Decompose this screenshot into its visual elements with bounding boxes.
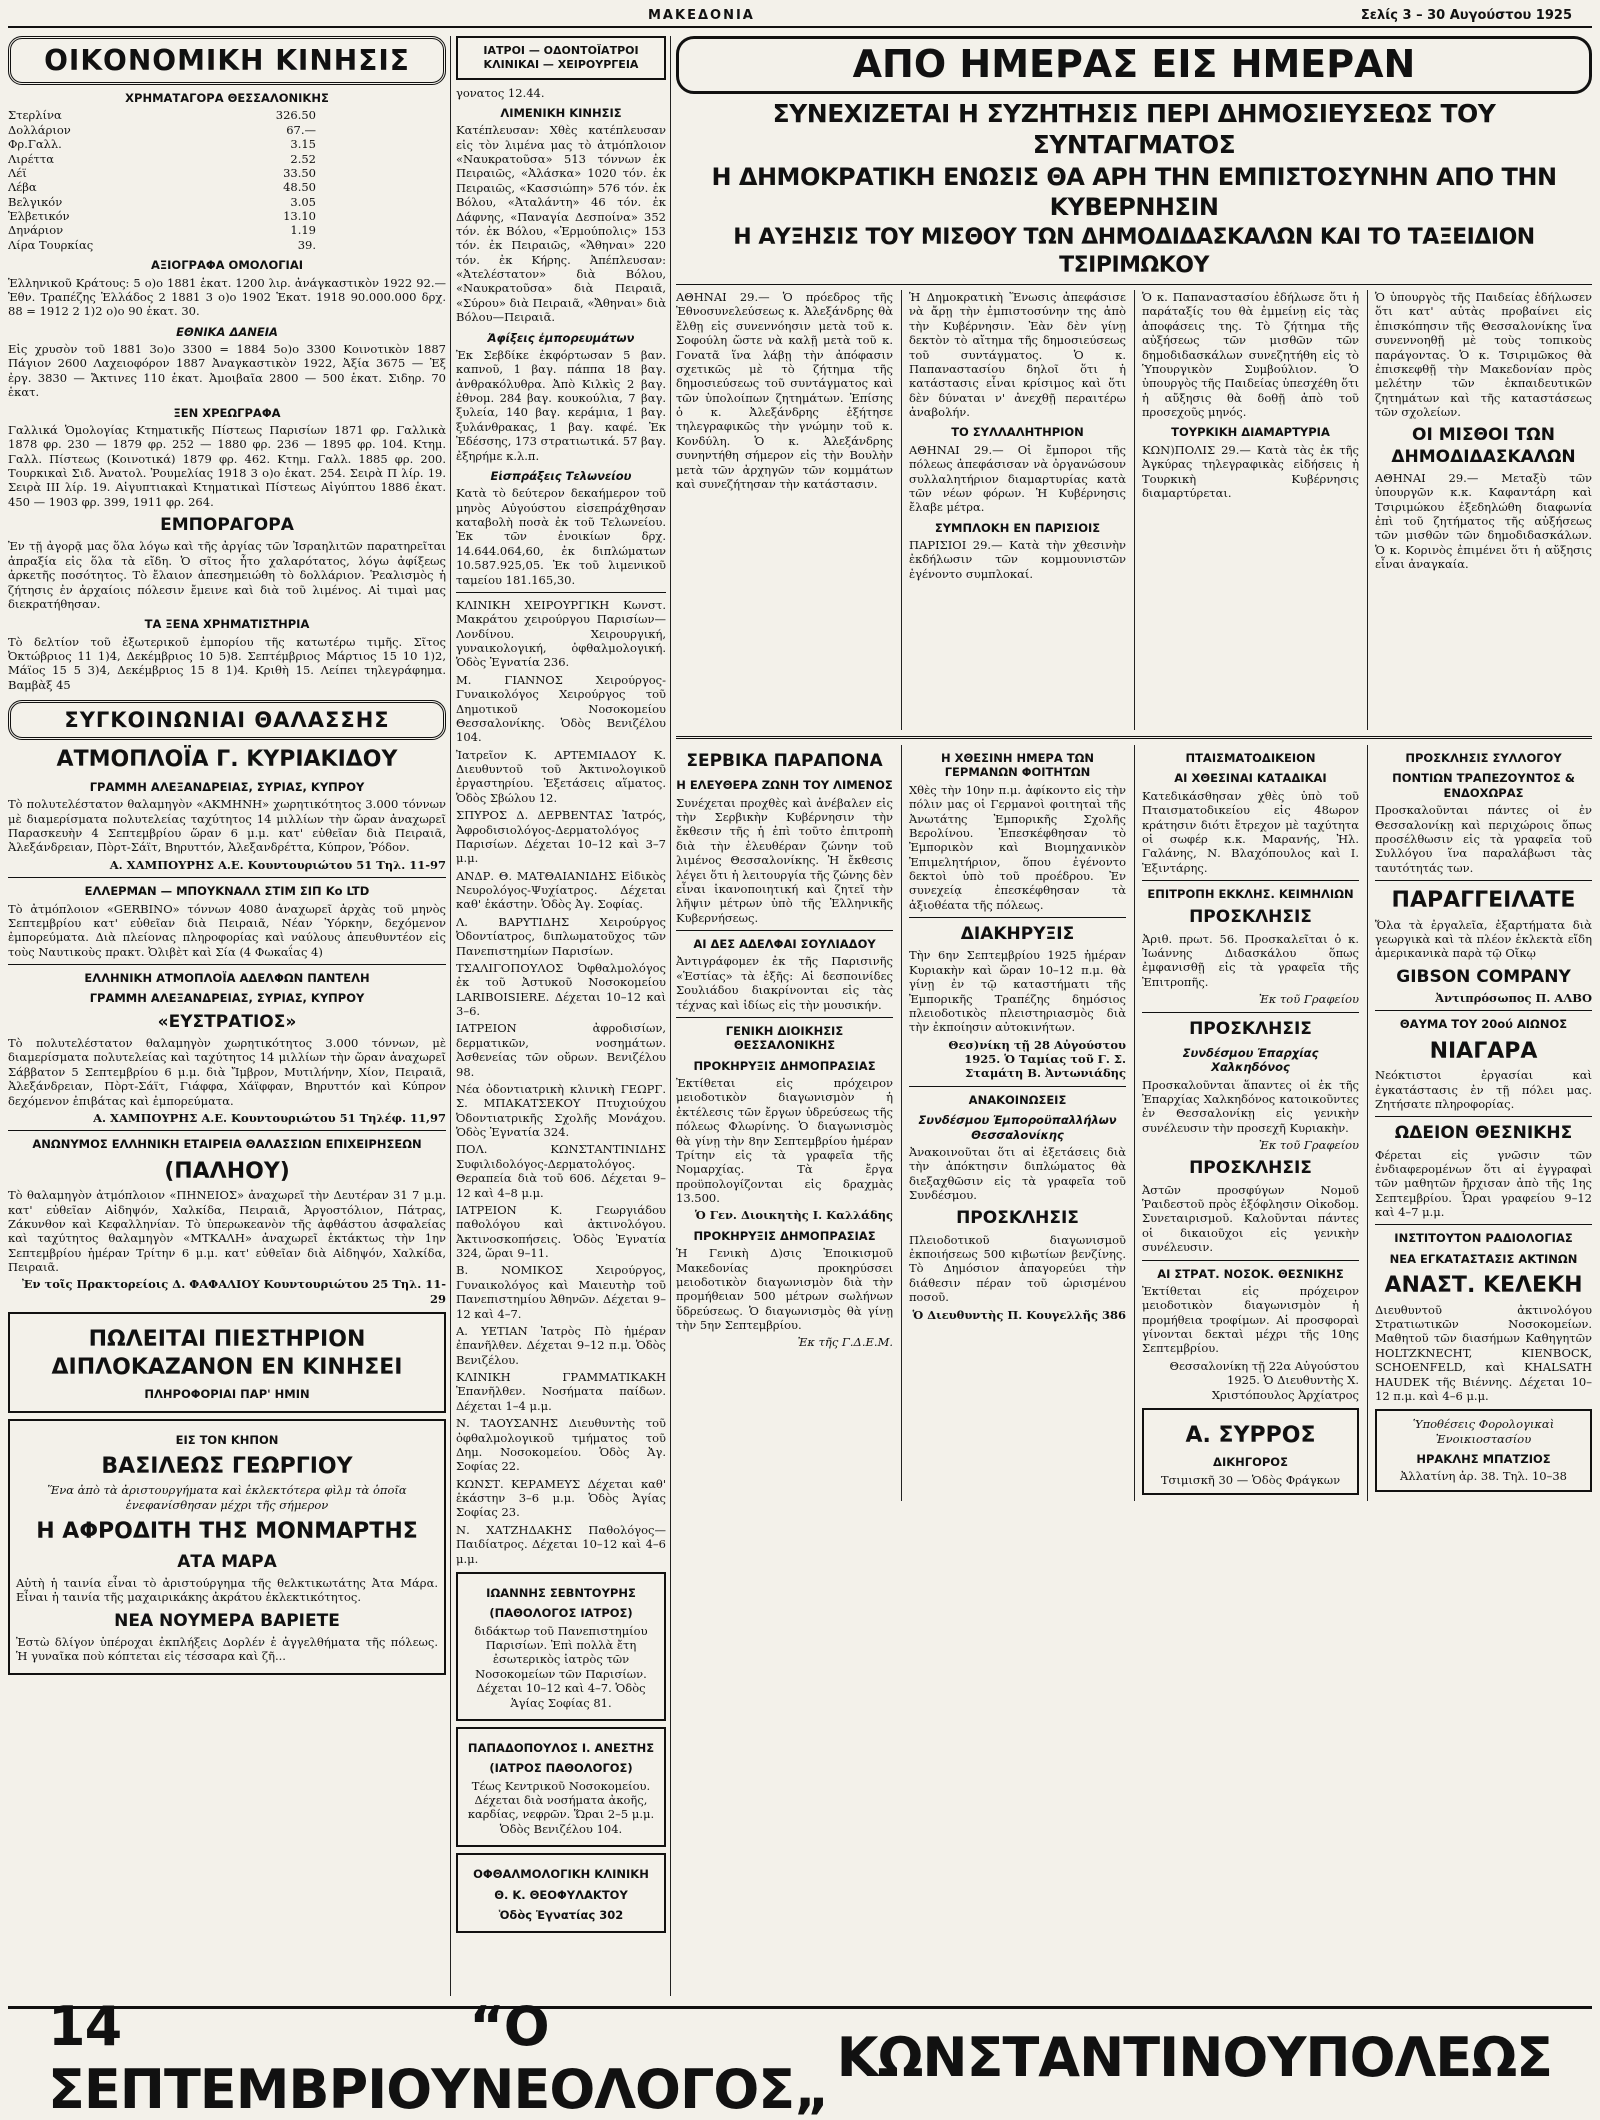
ad-papadopoulos <box>456 1727 666 1847</box>
eye-clinic-sub: Θ. Κ. ΘΕΟΦΥΛΑΚΤΟΥ <box>494 1887 628 1902</box>
serbian-sub: Η ΕΛΕΥΘΕΡΑ ΖΩΝΗ ΤΟΥ ΛΙΜΕΝΟΣ <box>676 778 893 793</box>
ad-ellerman-name: ΕΛΛΕΡΜΑΝ — ΜΠΟΥΚΝΑΛΛ ΣΤΙΜ ΣΙΠ Κο LTD <box>84 884 370 899</box>
radiology-sub: ΝΕΑ ΕΓΚΑΤΑΣΤΑΣΙΣ ΑΚΤΙΝΩΝ <box>1389 1251 1578 1266</box>
doctor-listing: Ν. ΤΑΟΥΣΑΝΗΣ Διευθυντὴς τοῦ ὀφθαλμολογικοῦ τμήματος τοῦ Δημ. Νοσοκομείου. Ὁδὸς Ἀγ. Σοφίας 22. <box>456 1416 666 1474</box>
doctor-listing: Ν. ΧΑΤΖΗΔΑΚΗΣ Παθολόγος—Παιδίατρος. Δέχεται 10–12 καὶ 4–6 μ.μ. <box>456 1522 666 1566</box>
doctor-listing: ΚΩΝΣΤ. ΚΕΡΑΜΕΥΣ Δέχεται καθ' ἑκάστην 3–6 μ.μ. Ὁδὸς Ἀγίας Σοφίας 23. <box>456 1476 666 1520</box>
bonds-text: Ἑλληνικοῦ Κράτους: 5 ο)ο 1881 ἑκατ. 1200 λιρ. ἀνάγκαστικὸν 1922 92.— Ἑθν. Τραπέζης Ἑλλάδος 2 1881 3 ο)ο 1902 Ἑκατ. 1918 90.000.000 δρχ. 88 = 1912 2 1)2 ο)ο 90 ἑκατ. 30. <box>8 275 446 319</box>
ad-eye-clinic <box>456 1853 666 1933</box>
doctor-listing: Β. ΝΟΜΙΚΟΣ Χειρούργος, Γυναικολόγος καὶ Μαιευτὴρ τοῦ Πανεπιστημίου Ἀθηνῶν. Δέχεται 9–12 καὶ 4–7. <box>456 1263 666 1321</box>
rate-name: Λιρέττα <box>8 151 55 166</box>
tax-address: Ἀλλατίνη ἀρ. 38. Τηλ. 10–38 <box>1399 1469 1567 1484</box>
doctor-listing: ΣΠΥΡΟΣ Δ. ΔΕΡΒΕΝΤΑΣ Ἰατρός, Ἀφροδισιολόγος-Δερματολόγος Παρισίων. Δέχεται 10–12 καὶ 3–7 μ.μ. <box>456 808 666 866</box>
doctor-listing: Μ. ΓΙΑΝΝΟΣ Χειρούργος-Γυναικολόγος Χειρούργος τοῦ Δημοτικοῦ Νοσοκομείου Θεσσαλονίκης. Ὁδὸς Βενιζέλου 104. <box>456 672 666 745</box>
rate-row <box>8 223 446 237</box>
ad-kyriakidou-sign: Α. ΧΑΜΠΟΥΡΗΣ Α.Ε. Κουντουριώτου 51 Τηλ. 11-97 <box>109 857 446 872</box>
ad-press-sale <box>8 1312 446 1412</box>
column-economy <box>8 36 446 1996</box>
serbian-text: Συνέχεται προχθὲς καὶ ἀνέβαλεν εἰς τὴν Σερβικὴν Κυβέρνησιν τὴν ἔκθεσιν τῆς ἡ ἐπὶ τοῦτο ἐπιτροπὴ διὰ τὴν ἐλευθέραν ζώνην τοῦ λιμένος Θεσσαλονίκης. Ἡ ἔκθεσις λέγει ὅτι ἡ λειτουργία τῆς ζώνης δὲν εἶναι ἱκανοποιητική καὶ ζητεῖ τὴν λῆψιν μέτρων ὑπὸ τῆς Ἑλληνικῆς Κυβερνήσεως. <box>676 795 893 925</box>
ad-tax <box>1375 1409 1592 1492</box>
tax-name: ΗΡΑΚΛΗΣ ΜΠΑΤΖΙΟΣ <box>1416 1452 1551 1466</box>
invitation-text: Πλειοδοτικοῦ διαγωνισμοῦ ἐκποιήσεως 500 κιβωτίων βενζίνης. Τὸ Δημόσιον ἀπαγορεύει τὴν διάθεσιν πέραν τοῦ ὡρισμένου ποσοῦ. <box>909 1232 1126 1305</box>
rate-row <box>8 123 446 137</box>
order-sign: Ἀντιπρόσωπος Π. ΑΛΒΟ <box>1435 990 1592 1005</box>
rate-value: 2.52 <box>290 151 316 166</box>
doctor-listing: ΚΛΙΝΙΚΗ ΓΡΑΜΜΑΤΙΚΑΚΗ Ἐπανῆλθεν. Νοσήματα παίδων. Δέχεται 1–4 μ.μ. <box>456 1370 666 1413</box>
chalkidon-heading: ΠΡΟΣΚΛΗΣΙΣ <box>1189 1018 1312 1039</box>
rate-value: 1.19 <box>290 223 316 238</box>
doctors-list <box>456 598 666 1566</box>
announce-sub: Συνδέσμου Ἐμποροϋπαλλήλων Θεσσαλονίκης <box>918 1113 1117 1142</box>
order-heading: ΠΑΡΑΓΓΕΙΛΑΤΕ <box>1391 888 1576 913</box>
rate-name: Λέβα <box>8 180 37 195</box>
gov-heading: ΓΕΝΙΚΗ ΔΙΟΙΚΗΣΙΣ ΘΕΣΣΑΛΟΝΙΚΗΣ <box>725 1023 844 1053</box>
ad-kyriakidou-text: Τὸ πολυτελέστατον θαλαμηγὸν «ΑΚΜΗΝΗ» χωρητικότητος 3.000 τόννων μὲ διαμερίσματα πολυτελείας ταχύτητος 14 μιλλίων τὴν ὥραν ἀναχωρεῖ Παρασκευὴν 4 Σεπτεμβρίου ὥραν 6 μ.μ. κατ' εὐθεῖαν διὰ Πειραιᾶ, Ἀλεξάνδρειαν, Πὸρτ-Σάϊτ, Βηρυττόν, Ἀλεξανδρέττα, Κύπρον, Ῥόδον. <box>8 797 446 855</box>
ad-ellerman-text: Τὸ ἀτμόπλοιον «GERBINO» τόννων 4080 ἀναχωρεῖ ἀρχὰς τοῦ μηνὸς Σεπτεμβρίου κατ' εὐθεῖαν διὰ Πειραιᾶ, Νέαν Ὑόρκην, δεχόμενον ἐμπορεύματα. Διὰ πλείονας πληροφορίας καὶ ναύλους ἀπευθυντέον εἰς τοὺς Ναυτικοὺς πρακτ. Ὀλιβὲτ καὶ Σία (4 Φωκαΐας 4) <box>8 901 446 959</box>
commodities-heading: ΕΜΠΟΡΑΓΟΡΑ <box>160 515 294 536</box>
port-text: Κατέπλευσαν: Χθὲς κατέπλευσαν εἰς τὸν λιμένα μας τὸ ἀτμόπλοιον «Ναυκρατοῦσα» 513 τόννων ἐκ Πειραιῶς, «Ἀλάσκα» 1020 τόν. ἐκ Πειραιῶς, «Κασσιώπη» 576 τόν. ἐκ Βόλου, «Ἀταλάντη» 46 τόν. ἐκ Δάφνης, «Παναγία Δεσποίνα» 352 τόν. ἐκ Βόλου, «Ἐρμούπολις» 153 τόν. ἐκ Πειραιῶς, «Ἄθηναι» 220 τόν. ἐκ Κήρης. Ἀπέπλευσαν: «Ἀτελέστατον» διὰ Βόλου, «Ναυκρατοῦσα» διὰ Πειραιᾶ, «Σύρου» διὰ Πειραιᾶ, «Ἄθηναι» διὰ Βόλου—Πειραιᾶ. <box>456 123 666 325</box>
goods-heading: Ἀφίξεις ἐμπορευμάτων <box>487 330 635 345</box>
paris-heading: ΣΥΜΠΛΟΚΗ ΕΝ ΠΑΡΙΣΙΟΙΣ <box>934 520 1101 535</box>
syrros-sub: ΔΙΚΗΓΟΡΟΣ <box>1213 1455 1288 1470</box>
film-title: Η ΑΦΡΟΔΙΤΗ ΤΗΣ ΜΟΝΜΑΡΤΗΣ <box>36 1519 418 1545</box>
turkish-text: ΚΩΝ)ΠΟΛΙΣ 29.— Κατὰ τὰς ἐκ τῆς Ἀγκύρας τηλεγραφικὰς εἰδήσεις ἡ Τουρκικὴ Κυβέρνησις διαμαρτύρεται. <box>1142 442 1359 500</box>
news-top-row <box>676 290 1592 730</box>
column-doctors <box>456 36 666 1996</box>
raidestos-text: Ἀστῶν προσφύγων Νομοῦ Ῥαιδεστοῦ πρὸς ἐξόφλησιν Οἰκοδομ. Συνεταιρισμοῦ. Καλοῦνται πάντες οἱ δικαιοῦχοι εἰς γενικὴν συνέλευσιν. <box>1142 1182 1359 1255</box>
wonder-text: Νεόκτιστοι ἐργασίαι καὶ ἐγκατάστασις ἐν τῇ πόλει μας. Ζητήσατε πληροφορίας. <box>1375 1068 1592 1111</box>
newspaper-page <box>8 6 1592 2120</box>
invitation-sign: Ὁ Διευθυντὴς Π. Κουγελλῆς 386 <box>912 1307 1126 1322</box>
doctor-listing: Νέα ὀδοντιατρικὴ κλινικὴ ΓΕΩΡΓ. Σ. ΜΠΑΚΑΤΣΕΚΟΥ Πτυχιούχου Ὀδοντιατρικῆς Σχολῆς Μονάχου. Ὁδὸς Ἐγνατία 324. <box>456 1081 666 1139</box>
turkish-heading: ΤΟΥΡΚΙΚΗ ΔΙΑΜΑΡΤΥΡΙΑ <box>1171 425 1330 440</box>
hospital-heading: ΑΙ ΣΤΡΑΤ. ΝΟΣΟΚ. ΘΕΣΝΙΚΗΣ <box>1157 1266 1344 1281</box>
rate-row <box>8 137 446 151</box>
radiology-name: ΑΝΑΣΤ. ΚΕΛΕΚΗ <box>1384 1273 1583 1299</box>
chalkidon-sub: Συνδέσμου Ἐπαρχίας Χαλκηδόνος <box>1182 1045 1319 1075</box>
page-header <box>8 6 1592 28</box>
order-company: GIBSON COMPANY <box>1396 966 1571 987</box>
wonder-heading: ΘΑΥΜΑ ΤΟΥ 20ού ΑΙΩΝΟΣ <box>1399 1017 1568 1032</box>
hospital-sign: Θεσσαλονίκη τῇ 22α Αὐγούστου 1925. Ὁ Διευθυντὴς Χ. Χριστόπουλος Ἀρχίατρος <box>1169 1358 1359 1402</box>
rally-text: ΑΘΗΝΑΙ 29.— Οἱ ἔμποροι τῆς πόλεως ἀπεφάσισαν νὰ ὀργανώσουν συλλαλητήριον διαμαρτυρίας κατὰ τῶν νέων φόρων. Ἡ Κυβέρνησις ἔλαβε μέτρα. <box>909 442 1126 515</box>
rate-name: Λίρα Τουρκίας <box>8 237 94 252</box>
students-heading: Η ΧΘΕΣΙΝΗ ΗΜΕΡΑ ΤΩΝ ΓΕΡΜΑΝΩΝ ΦΟΙΤΗΤΩΝ <box>940 751 1094 780</box>
column-rule <box>670 36 671 1996</box>
committee-text: Ἀριθ. πρωτ. 56. Προσκαλεῖται ὁ κ. Ἰωάννης Διδασκάλου ὅπως ἐμφανισθῇ εἰς τὰ γραφεῖα τῆς Ἐπιτροπῆς. <box>1142 931 1359 989</box>
eye-clinic-name: ΟΦΘΑΛΜΟΛΟΓΙΚΗ ΚΛΙΝΙΚΗ <box>473 1867 649 1882</box>
odeon-text: Φέρεται εἰς γνῶσιν τῶν ἐνδιαφερομένων ὅτι αἱ ἐγγραφαὶ τῶν μαθητῶν ἤρχισαν ἀπὸ τῆς 1ης Σεπτεμβρίου. Ὧραι γραφείου 9–12 καὶ 4–7 μ.μ. <box>1375 1147 1592 1219</box>
court-text: Κατεδικάσθησαν χθὲς ὑπὸ τοῦ Πταισματοδικείου εἰς 48ωρον κράτησιν διότι ἔτρεχον μὲ ταχύτητα οἱ σωφέρ κ.κ. Μαρανής, Ἠλ. Γαλάνης, Ν. Βλαχόπουλος καὶ Ι. Ἐξιντάρης. <box>1142 788 1359 875</box>
declaration-sign: Θεσ)νίκη τῇ 28 Αὐγούστου 1925. Ὁ Ταμίας τοῦ Γ. Σ. Σταμάτη Β. Ἀντωνιάδης <box>948 1037 1126 1081</box>
rate-value: 33.50 <box>283 165 316 180</box>
ad-kyriakidou-line: ΓΡΑΜΜΗ ΑΛΕΞΑΝΔΡΕΙΑΣ, ΣΥΡΙΑΣ, ΚΥΠΡΟΥ <box>89 779 365 794</box>
association-sub: ΠΟΝΤΙΩΝ ΤΡΑΠΕΖΟΥΝΤΟΣ & ΕΝΔΟΧΩΡΑΣ <box>1392 771 1575 800</box>
rate-row <box>8 180 446 194</box>
syrros-name: Α. ΣΥΡΡΟΣ <box>1185 1422 1316 1448</box>
ad-kyriakidou-name: ΑΤΜΟΠΛΟΪΑ Γ. ΚΥΡΙΑΚΙΔΟΥ <box>56 747 398 773</box>
ad-panteli-name: ΕΛΛΗΝΙΚΗ ΑΤΜΟΠΛΟΪΑ ΑΔΕΛΦΩΝ ΠΑΝΤΕΛΗ <box>84 971 370 985</box>
raidestos-heading: ΠΡΟΣΚΛΗΣΙΣ <box>1189 1158 1312 1179</box>
customs-heading: Εἰσπράξεις Τελωνείου <box>490 468 632 483</box>
rate-name: Φρ.Γαλλ. <box>8 137 62 152</box>
announce-heading: ΑΝΑΚΟΙΝΩΣΕΙΣ <box>968 1092 1067 1107</box>
lead-article-1: ΑΘΗΝΑΙ 29.— Ὁ πρόεδρος τῆς Ἐθνοσυνελεύσεως κ. Ἀλεξάνδρης θὰ ἔλθῃ εἰς συνεννόησιν μετὰ τοῦ κ. Σοφούλη ὥστε νὰ καλῇ μετὰ τοῦ κ. Γονατᾶ ἵνα λάβῃ τὴν ἀπόφασιν σχετικῶς μὲ τὸ ζήτημα τῆς δημοσιεύσεως τοῦ συντάγματος καὶ τῶν ὑπολοίπων ζητημάτων. Ἐπίσης ὁ κ. Ἀλεξάνδρης ἐξήτησε τηλεγραφικῶς τὴν γνώμην τοῦ κ. Κονδύλη. Ὁ κ. Ἀλεξάνδρης συνηντήθη σήμερον εἰς τὴν Βουλὴν μετὰ τῶν ἀρχηγῶν τῶν κομμάτων καὶ συνεζήτησαν τὴν κατάστασιν. <box>676 290 893 491</box>
doctor-listing: Α. ΥΕΤΙΑΝ Ἰατρὸς Πὸ ἡμέραν ἐπανῆλθεν. Δέχεται 9–12 π.μ. Ὁδὸς Βενιζέλου. <box>456 1323 666 1367</box>
gov-text: Ἐκτίθεται εἰς πρόχειρον μειοδοτικὸν διαγωνισμὸν ἡ ἐκτέλεσις τῶν ἔργων ὑδρεύσεως τῆς πόλεως Φλωρίνης. Ὁ διαγωνισμὸς θὰ γίνῃ τὴν 8ην Σεπτεμβρίου ἡμέραν Τρίτην εἰς τὰ γραφεῖα τῆς Νομαρχίας. Τὰ ἔργα προϋπολογίζονται εἰς δραχμὰς 13.500. <box>676 1076 893 1205</box>
foreign-securities-text: Γαλλικά Ὁμολογίας Κτηματικῆς Πίστεως Παρισίων 1871 φρ. Γαλλικὰ 1878 φρ. 230 — 1879 φρ. 252 — 1880 φρ. 236 — 1895 φρ. 104. Κτημ. Γαλλ. Πίστεως (Κοινοτικά) 1879 φρ. 462. Κτημ. Γαλλ. 1885 φρ. 200. Τουρκικαὶ Σιδ. Ἀνατολ. Ῥουμελίας 1918 3 ο)ο ἑκατ. 254. Σειρὰ Π λίρ. 19. Σειρὰ ΙΙΙ λίρ. 19. Αἰγυπτιακαὶ Κτηματικαὶ Πίστεως Αἰγύπτου 1886 ἑκατ. 450 — 1903 φρ. 399, 1911 φρ. 264. <box>8 422 446 509</box>
wonder-name: ΝΙΑΓΑΡΑ <box>1429 1038 1538 1064</box>
papadopoulos-name: ΠΑΠΑΔΟΠΟΥΛΟΣ Ι. ΑΝΕΣΤΗΣ <box>467 1740 655 1755</box>
section-title: ΟΙΚΟΝΟΜΙΚΗ ΚΙΝΗΣΙΣ <box>8 36 446 85</box>
ad-panteli-text: Τὸ πολυτελέστατον θαλαμηγὸν χωρητικότητος 3.000 τόννων, μὲ διαμερίσματα πολυτελείας καὶ ταχύτητος 14 μιλλίων τὴν ὥραν ἀναχωρεῖ Σάββατον 5 Σεπτεμβρίου 6 μ.μ. διὰ Ἴμβρον, Μυτιλήνην, Χίον, Πειραιᾶ, Ἀλεξάνδρειαν, Πὸρτ-Σάϊτ, Γιάφφα, Χάϊφφαν, Βηρυττόν καὶ Κύπρον δεχόμενον ἐπιβάτας καὶ ἐμπορεύματα. <box>8 1036 446 1108</box>
commodities-text: Ἐν τῇ ἀγορᾷ μας ὅλα λόγω καὶ τῆς ἀργίας τῶν Ἰσραηλιτῶν παρατηρεῖται ἀπραξία εἰς ὅλα τὰ εἴδη. Ὁ σῖτος ἦτο χαλαρότατος, λόγω ἀφίξεως ἀρκετῆς ποσότητος. Τὸ ἔλαιον ἀπεσημειώθη τὸ δολλάριον. Ῥεαλισμὸς ἡ ζήτησις ἐν ἀρχαίοις πόλεσιν ἔμεινε καὶ διὰ τοῦ λιμένος. Αἰ τιμαὶ μας διεκρατήθησαν. <box>8 539 446 611</box>
association-heading: ΠΡΟΣΚΛΗΣΙΣ ΣΥΛΛΟΓΟΥ <box>1405 751 1562 765</box>
gov2-text: Ἡ Γενικὴ Δ)σις Ἐποικισμοῦ Μακεδονίας προκηρύσσει μειοδοτικὸν διαγωνισμὸν διὰ τὴν προμήθειαν 500 μέτρων σωλήνων ὕδρεύσεως. Ὁ διαγωνισμὸς θὰ γίνῃ τὴν 5ην Σεπτεμβρίου. <box>676 1246 893 1332</box>
papadopoulos-text: Τέως Κεντρικοῦ Νοσοκομείου. Δέχεται διὰ νοσήματα ἀκοῆς, καρδίας, νεφρῶν. Ὥραι 2–5 μ.μ. Ὁδὸς Βενιζέλου 104. <box>467 1778 655 1836</box>
lead-article-3: Ὁ κ. Παπαναστασίου ἐδήλωσε ὅτι ἡ παράταξίς του θὰ ἐμμείνῃ εἰς τὰς ἀποφάσεις της. Τὸ ζήτημα τῆς αὐξήσεως τῶν μισθῶν τῶν δημοδιδασκάλων συνεζητήθη εἰς τὸ Ὑπουργικὸν Συμβούλιον. Ὁ ὑπουργὸς τῆς Παιδείας ὑπεσχέθη ὅτι ἡ αὔξησις θὰ δοθῇ ἀπὸ τοῦ προσεχοῦς μηνός. <box>1142 290 1359 419</box>
sisters-heading: ΑΙ ΔΕΣ ΑΔΕΛΦΑΙ ΣΟΥΛΙΑΔΟΥ <box>693 937 876 951</box>
ad-paliou-sub: (ΠΑΛΗΟΥ) <box>164 1158 290 1184</box>
rate-name: Δολλάριον <box>8 122 71 137</box>
ad-paliou-name: ΑΝΩΝΥΜΟΣ ΕΛΛΗΝΙΚΗ ΕΤΑΙΡΕΙΑ ΘΑΛΑΣΣΙΩΝ ΕΠΙΧΕΙΡΗΣΕΩΝ <box>32 1137 422 1152</box>
rate-value: 3.05 <box>290 194 316 209</box>
committee-sign: Ἐκ τοῦ Γραφείου <box>1258 992 1359 1007</box>
footer-date: 14 ΣΕΠΤΕΜΒΡΙΟΥ <box>48 1994 470 2120</box>
col2-intro: γονατος 12.44. <box>456 85 545 100</box>
rate-row <box>8 238 446 252</box>
headline-democratic-union: Η ΔΗΜΟΚΡΑΤΙΚΗ ΕΝΩΣΙΣ ΘΑ ΑΡΗ ΤΗΝ ΕΜΠΙΣΤΟΣΥΝΗΝ ΑΠΟ ΤΗΝ ΚΥΒΕΡΝΗΣΙΝ <box>711 163 1557 221</box>
ad-paliou-sign: Ἐν τοῖς Πρακτορείοις Δ. ΦΑΦΑΛΙΟΥ Κουντουριώτου 25 Τηλ. 11-29 <box>21 1277 446 1306</box>
page-date: Σελίς 3 – 30 Αυγούστου 1925 <box>1360 8 1572 23</box>
doctor-listing: ΠΟΛ. ΚΩΝΣΤΑΝΤΙΝΙΔΗΣ Συφιλιδολόγος-Δερματολόγος. Θεραπεία διὰ τοῦ 606. Δέχεται 9–12 καὶ 4–8 μ.μ. <box>456 1142 666 1200</box>
lead-article-2: Ἡ Δημοκρατικὴ Ἕνωσις ἀπεφάσισε νὰ ἄρῃ τὴν ἐμπιστοσύνην της ἀπὸ τὴν Κυβέρνησιν. Ἐὰν δὲν γίνῃ δεκτὸν τὸ αἴτημα τῆς δημοσιεύσεως τοῦ συντάγματος. Ὁ κ. Παπαναστασίου δηλοῖ ὅτι ἡ κατάστασις εἶναι κρίσιμος καὶ ὅτι δὲν δύναται ν' ἀνεχθῇ περαιτέρω ἀναβολήν. <box>909 290 1126 419</box>
salaries-text: ΑΘΗΝΑΙ 29.— Μεταξὺ τῶν ὑπουργῶν κ.κ. Καφαντάρη καὶ Τσιριμώκου ἐξεδηλώθη διαφωνία ἐπὶ τοῦ ζητήματος τῆς αὐξήσεως τῶν μισθῶν τῶν δημοδιδασκάλων. Ὁ κ. Κορινὸς ἐπιμένει ὅτι ἡ αὔξησις εἶναι ἀναγκαία. <box>1375 470 1592 572</box>
doctor-listing: ΙΑΤΡΕΙΟΝ ἀφροδισίων, δερματικῶν, νοσημάτων. Ἀσθενείας τῶν οὔρων. Βενιζέλου 98. <box>456 1021 666 1079</box>
rate-name: Δηνάριον <box>8 223 64 238</box>
foreign-exchanges-text: Τὸ δελτίον τοῦ ἐξωτερικοῦ ἐμπορίου τῆς κατωτέρω τιμῆς. Σῖτος Ὀκτώβριος 11 1)4, Δεκέμβριος 10 5)8. Σεπτέμβριος Μάρτιος 15 10 1)2, Μάϊος 15 5 3)4, Δεκέμβριος 15 8 1)4. Κριθὴ 15. Λείπει τηλεγράφημα. Βαμβὰξ 45 <box>8 634 446 692</box>
ad-sevntouris <box>456 1572 666 1721</box>
rate-value: 39. <box>297 237 316 252</box>
radiology-heading: ΙΝΣΤΙΤΟΥΤΟΝ ΡΑΔΙΟΛΟΓΙΑΣ <box>1394 1231 1573 1246</box>
sisters-text: Ἀντιγράφομεν ἐκ τῆς Παρισινῆς «Ἑστίας» τὰ ἑξῆς: Αἱ δεσποινίδες Σουλιάδου διακρίνονται εἰς τὰς τέχνας καὶ ἰδίως εἰς τὴν μουσικήν. <box>676 954 893 1012</box>
doctor-listing: Ἰατρεῖον Κ. ΑΡΤΕΜΙΑΔΟΥ Κ. Διευθυντοῦ τοῦ Ἀκτινολογικοῦ ἐργαστηρίου. Ἐξετάσεις αἵματος. Ὁδὸς Σβώλου 12. <box>456 747 666 805</box>
court-heading: ΠΤΑΙΣΜΑΤΟΔΙΚΕΙΟΝ <box>1185 751 1316 765</box>
masthead: ΜΑΚΕΔΟΝΙΑ <box>648 8 755 23</box>
variety-text: Ἐστὼ δλίγον ὑπέροχαι ἐκπλήξεις Δορλέν ἐ ἀγγελθήματα τῆς πόλεως. Ἡ γυναῖκα ποὺ κόπτεται εἰς τέσσαρα καὶ ζῆ... <box>16 1634 438 1664</box>
doctor-listing: ΤΣΑΛΙΓΟΠΟΥΛΟΣ Ὀφθαλμολόγος ἐκ τοῦ Ἀστυκοῦ Νοσοκομείου LARIBOISIERE. Δέχεται 10–12 καὶ 3–6. <box>456 960 666 1018</box>
ad-press-info: ΠΛΗΡΟΦΟΡΙΑΙ ΠΑΡ' ΗΜΙΝ <box>144 1387 310 1402</box>
odeon-heading: ΩΔΕΙΟΝ ΘΕΣΝΙΚΗΣ <box>1394 1123 1573 1144</box>
ad-panteli-sign: Α. ΧΑΜΠΟΥΡΗΣ Α.Ε. Κουντουριώτου 51 Τηλέφ. 11,97 <box>93 1110 446 1125</box>
ad-paliou-text: Τὸ θαλαμηγὸν ἀτμόπλοιον «ΠΗΝΕΙΟΣ» ἀναχωρεῖ τὴν Δευτέραν 31 7 μ.μ. κατ' εὐθεῖαν Αἰδηψόν, Χαλκίδα, Πειραιᾶ, Ἀργοστόλιον, Πάτρας, Ζάκυνθον καὶ Κεφαλληνίαν. Τὸ ὑπερωκεανὸν τῆς ἀφθάστου ἀσφαλείας καὶ ταχύτητος θαλαμηγὸν «ΜΤΚΑΛΗ» ἀναχωρεῖ ἑκτάκτως τὴν 1ην Σεπτεμβρίου ἡμέραν Τρίτην 6 μ.μ. κατ' εὐθεῖαν διὰ Αἰδηψόν, Χαλκίδα, Πειραιᾶ. <box>8 1188 446 1274</box>
gov-sub: ΠΡΟΚΗΡΥΞΙΣ ΔΗΜΟΠΡΑΣΙΑΣ <box>693 1058 876 1073</box>
market-heading: ΧΡΗΜΑΤΑΓΟΡΑ ΘΕΣΣΑΛΟΝΙΚΗΣ <box>125 91 329 105</box>
cinema-name: ΒΑΣΙΛΕΩΣ ΓΕΩΡΓΙΟΥ <box>101 1453 353 1479</box>
port-heading: ΛΙΜΕΝΙΚΗ ΚΙΝΗΣΙΣ <box>500 105 622 120</box>
rate-value: 67.— <box>286 122 316 137</box>
students-text: Χθὲς τὴν 10ην π.μ. ἀφίκοντο εἰς τὴν πόλιν μας οἱ Γερμανοὶ φοιτηταὶ τῆς Ἀνωτάτης Ἐμπορικῆς Σχολῆς Βερολίνου. Ἐπεσκέφθησαν τὸ Ἐμπορικὸν καὶ Βιομηχανικὸν Ἐπιμελητήριον, ὅπου ἐγένοντο δεκτοὶ ὑπὸ τοῦ προέδρου. Ἐν συνεχείᾳ ἐπεσκέφθησαν τὰ ἀξιοθέατα τῆς πόλεως. <box>909 782 1126 912</box>
gov2-sign: Ἐκ τῆς Γ.Δ.Ε.Μ. <box>797 1335 893 1350</box>
film-star: ΑΤΑ ΜΑΡΑ <box>177 1551 277 1572</box>
customs-text: Κατὰ τὸ δεύτερον δεκαήμερον τοῦ μηνὸς Αὐγούστου εἰσεπράχθησαν καταβολὴ ποσὰ ἐκ τοῦ Τελωνείου. Ἐκ τῶν ἐνοικίων δρχ. 14.644.064,60, ἐκ διπλώματων 10.587.925,05. Ἐκ τοῦ λιμενικοῦ ταμείου 181.165,30. <box>456 486 666 587</box>
doctor-listing: ΙΑΤΡΕΙΟΝ Κ. Γεωργιάδου παθολόγου καὶ ἀκτινολόγου. Ἀκτινοσκοπήσεις. Ὁδὸς Ἐγνατία 324, ὥραι 9–11. <box>456 1202 666 1260</box>
gov-sign: Ὁ Γεν. Διοικητὴς Ι. Καλλάδης <box>695 1208 893 1223</box>
loans-text: Εἰς χρυσὸν τοῦ 1881 3ο)ο 3300 = 1884 5ο)ο 3300 Κοινοτικὸν 1887 Πάγιον 2600 Λαχειοφόρον 1887 Ἀναγκαστικὸν 1922, Ἀξία 3675 — Ἐξ ἐργ. 3830 — Ἄκτινες 110 ἑκατ. Ἀμοιβαῖα 2800 — 500 ἑκατ. Σιδηρ. 70 ἑκατ. <box>8 342 446 400</box>
loans-heading: ΕΘΝΙΚΑ ΔΑΝΕΙΑ <box>176 324 278 339</box>
cinema-line: Ἕνα ἀπὸ τὰ ἀριστουργήματα καὶ ἑκλεκτότερα φὶλμ τὰ ὁποῖα ἐνεφανίσθησαν μέχρι τῆς σήμερον <box>47 1483 407 1512</box>
rate-row <box>8 166 446 180</box>
ad-press-headline: ΠΩΛΕΙΤΑΙ ΠΙΕΣΤΗΡΙΟΝ ΔΙΠΛΟΚΑΖΑΝΟΝ ΕΝ ΚΙΝΗΣΕΙ <box>51 1327 403 1380</box>
chalkidon-text: Προσκαλοῦνται ἅπαντες οἱ ἐκ τῆς Ἐπαρχίας Χαλκηδόνος κατοικοῦντες ἐν Θεσσαλονίκῃ εἰς γενικὴν συνέλευσιν τὴν προσεχῆ Κυριακὴν. <box>1142 1077 1359 1135</box>
rate-name: Βελγικόν <box>8 194 63 209</box>
rate-name: Στερλίνα <box>8 108 62 123</box>
rate-value: 3.15 <box>290 137 316 152</box>
serbian-heading: ΣΕΡΒΙΚΑ ΠΑΡΑΠΟΝΑ <box>686 751 883 771</box>
invitation-heading: ΠΡΟΣΚΛΗΣΙΣ <box>956 1208 1079 1229</box>
ad-syrros <box>1142 1408 1359 1495</box>
headline-constitution: ΣΥΝΕΧΙΖΕΤΑΙ Η ΣΥΖΗΤΗΣΙΣ ΠΕΡΙ ΔΗΜΟΣΙΕΥΣΕΩΣ ΤΟΥ ΣΥΝΤΑΓΜΑΤΟΣ <box>772 98 1496 159</box>
doctor-listing: Λ. ΒΑΡΥΤΙΔΗΣ Χειρούργος Ὀδοντίατρος, διπλωματοῦχος τῶν Πανεπιστημίων Παρισίων. <box>456 914 666 958</box>
goods-text: Ἐκ Σεβδίκε ἐκφόρτωσαν 5 βαν. καπνοῦ, 1 βαγ. πάππα 18 βαγ. ἀνθρακόλυθρα. Ἀπὸ Κιλκὶς 2 βαγ. ἐθνομ. 284 βαγ. κουκούλια, 7 βαγ. ξυλεία, 140 βαγ. κεράμια, 1 βαγ. ξυλάνθρακας, 1 βαγ. καφέ. Ἐκ Ἐδέσσης, 173 στρατιωτικά. 57 βαγ. ἐξηρήμε κ.λ.π. <box>456 347 666 463</box>
announce-text: Ἀνακοινοῦται ὅτι αἱ ἐξετάσεις διὰ τὴν ἀπόκτησιν διπλώματος θὰ διεξαχθῶσιν εἰς τὰ γραφεῖα τοῦ Συνδέσμου. <box>909 1144 1126 1202</box>
rate-row <box>8 108 446 122</box>
news-title: ΑΠΟ ΗΜΕΡΑΣ ΕΙΣ ΗΜΕΡΑΝ <box>676 36 1592 94</box>
news-bottom-row <box>676 745 1592 1501</box>
film-text: Αὐτὴ ἡ ταινία εἶναι τὸ ἀριστούργημα τῆς θελκτικωτάτης Ἀτα Μάρα. Εἶναι ἡ ταινία τῆς μαχαιρικάκης ἀκράτου ἑκλεκτικότητος. <box>16 1575 438 1605</box>
exchange-rates <box>8 108 446 252</box>
rate-row <box>8 209 446 223</box>
court-sub: ΑΙ ΧΘΕΣΙΝΑΙ ΚΑΤΑΔΙΚΑΙ <box>1174 771 1327 786</box>
order-text: Ὅλα τὰ ἐργαλεῖα, ἐξαρτήματα διὰ γεωργικὰ καὶ τὰ πλέον ἐκλεκτὰ εἴδη ἀμερικανικὰ παρὰ τῷ Οἴκῳ <box>1375 917 1592 961</box>
doctors-heading: ΙΑΤΡΟΙ — ΟΔΟΝΤΟΪΑΤΡΟΙ ΚΛΙΝΙΚΑΙ — ΧΕΙΡΟΥΡΓΕΙΑ <box>456 36 666 80</box>
sevntouris-name: ΙΩΑΝΝΗΣ ΣΕΒΝΤΟΥΡΗΣ <box>486 1585 636 1600</box>
foreign-securities-heading: ΞΕΝ ΧΡΕΩΓΡΑΦΑ <box>173 405 281 420</box>
association-text: Προσκαλοῦνται πάντες οἱ ἐν Θεσσαλονίκῃ καὶ περιχώροις ὅπως προσέλθωσιν εἰς τὰ γραφεῖα τοῦ Συλλόγου ἵνα παραλάβωσι τὰς ταυτότητάς των. <box>1375 803 1592 875</box>
sevntouris-text: διδάκτωρ τοῦ Πανεπιστημίου Παρισίων. Ἐπὶ πολλὰ ἔτη ἐσωτερικὸς ἰατρὸς τῶν Νοσοκομείων τῶν Παρισίων. Δέχεται 10–12 καὶ 4–7. Ὁδὸς Ἁγίας Σοφίας 81. <box>474 1623 648 1710</box>
committee-sub: ΠΡΟΣΚΛΗΣΙΣ <box>1189 907 1312 928</box>
right-article: Ὁ ὑπουργὸς τῆς Παιδείας ἐδήλωσεν ὅτι κατ' αὐτὰς προβαίνει εἰς ἐπισκόπησιν τῆς Θεσσαλονίκης ἵνα συνεννοηθῇ μὲ τοὺς τοπικοὺς παράγοντας. Ὁ κ. Τσιριμῶκος θὰ ἐπισκεφθῇ τὴν Μακεδονίαν πρὸς μελέτην τῶν ἐκπαιδευτικῶν ζητημάτων καὶ τῆς καταστάσεως τῶν σχολείων. <box>1375 290 1592 419</box>
column-news <box>676 36 1592 1996</box>
cinema-heading: ΕΙΣ ΤΟΝ ΚΗΠΟΝ <box>175 1432 279 1447</box>
radiology-text: Διευθυντοῦ ἀκτινολόγου Στρατιωτικῶν Νοσοκομείων. Μαθητοῦ τῶν διασήμων Καθηγητῶν HOLTZKNECHT, KIENBOCK, SCHOENFELD, καὶ KHALSATH HAUDEK τῆς Βιέννης. Δέχεται 10–12 π.μ. καὶ 4–6 μ.μ. <box>1375 1302 1592 1403</box>
ad-cinema <box>8 1419 446 1675</box>
papadopoulos-sub: (ΙΑΤΡΟΣ ΠΑΘΟΛΟΓΟΣ) <box>489 1761 633 1776</box>
chalkidon-sign: Ἐκ τοῦ Γραφείου <box>1258 1138 1359 1152</box>
rate-row <box>8 152 446 166</box>
tax-text: Ὑποθέσεις Φορολογικαὶ Ἐνοικιοστασίου <box>1412 1417 1555 1446</box>
hospital-text: Ἐκτίθεται εἰς πρόχειρον μειοδοτικὸν διαγωνισμὸν ἡ προμήθεια τροφίμων. Αἱ προσφοραὶ γίνονται δεκταὶ μέχρι τῆς 10ης Σεπτεμβρίου. <box>1142 1283 1359 1356</box>
shipping-title: ΣΥΓΚΟΙΝΩΝΙΑΙ ΘΑΛΑΣΣΗΣ <box>8 700 446 740</box>
committee-heading: ΕΠΙΤΡΟΠΗ ΕΚΚΛΗΣ. ΚΕΙΜΗΛΙΩΝ <box>1147 887 1354 901</box>
rate-value: 48.50 <box>283 180 316 195</box>
declaration-heading: ΔΙΑΚΗΡΥΞΙΣ <box>960 924 1075 945</box>
footer-banner <box>8 1994 1592 2120</box>
rate-value: 326.50 <box>275 108 316 123</box>
gov2-heading: ΠΡΟΚΗΡΥΞΙΣ ΔΗΜΟΠΡΑΣΙΑΣ <box>693 1228 876 1243</box>
ad-panteli-line: ΓΡΑΜΜΗ ΑΛΕΞΑΝΔΡΕΙΑΣ, ΣΥΡΙΑΣ, ΚΥΠΡΟΥ <box>89 991 365 1006</box>
rate-name: Ἑλβετικόν <box>8 209 70 223</box>
rate-value: 13.10 <box>283 209 316 223</box>
eye-clinic-address: Ὁδὸς Ἐγνατίας 302 <box>498 1907 624 1922</box>
column-rule <box>450 36 451 1996</box>
bonds-heading: ΑΞΙΟΓΡΑΦΑ ΟΜΟΛΟΓΙΑΙ <box>150 258 303 273</box>
rate-name: Λέϊ <box>8 165 27 180</box>
rally-heading: ΤΟ ΣΥΛΛΑΛΗΤΗΡΙΟΝ <box>951 425 1084 440</box>
footer-paper: “Ο ΝΕΟΛΟΓΟΣ„ <box>469 1994 829 2120</box>
salaries-heading: ΟΙ ΜΙΣΘΟΙ ΤΩΝ ΔΗΜΟΔΙΔΑΣΚΑΛΩΝ <box>1391 425 1576 467</box>
doctor-listing: ΚΛΙΝΙΚΗ ΧΕΙΡΟΥΡΓΙΚΗ Κωνστ. Μακράτου χειρούργου Παρισίων—Λονδίνου. Χειρουργική, γυναικολογική, ὀφθαλμολογική. Ὁδὸς Ἐγνατία 236. <box>456 597 666 670</box>
rate-row <box>8 195 446 209</box>
variety-heading: ΝΕΑ ΝΟΥΜΕΡΑ ΒΑΡΙΕΤΕ <box>114 1610 340 1631</box>
declaration-text: Τὴν 6ην Σεπτεμβρίου 1925 ἡμέραν Κυριακὴν καὶ ὥραν 10–12 π.μ. θὰ γίνῃ ἐν τῷ καταστήματι τῆς Ἐμπορικῆς Τραπέζης δημόσιος πλειοδοτικὸς πλειστηριασμὸς διὰ τὴν ἐκποίησιν αὐτοκινήτων. <box>909 948 1126 1035</box>
syrros-address: Τσιμισκῆ 30 — Ὁδὸς Φράγκων <box>1160 1472 1341 1487</box>
ad-panteli-ship: «ΕΥΣΤΡΑΤΙΟΣ» <box>157 1011 297 1032</box>
headline-teachers: Η ΑΥΞΗΣΙΣ ΤΟΥ ΜΙΣΘΟΥ ΤΩΝ ΔΗΜΟΔΙΔΑΣΚΑΛΩΝ ΚΑΙ ΤΟ ΤΑΞΕΙΔΙΟΝ ΤΣΙΡΙΜΩΚΟΥ <box>733 225 1535 278</box>
sevntouris-sub: (ΠΑΘΟΛΟΓΟΣ ΙΑΤΡΟΣ) <box>489 1606 633 1621</box>
paris-text: ΠΑΡΙΣΙΟΙ 29.— Κατὰ τὴν χθεσινὴν ἐκδήλωσιν τῶν κομμουνιστῶν ἐγένοντο συμπλοκαί. <box>909 538 1126 581</box>
foreign-exchanges-heading: ΤΑ ΞΕΝΑ ΧΡΗΜΑΤΙΣΤΗΡΙΑ <box>144 617 310 632</box>
footer-city: ΚΩΝΣΤΑΝΤΙΝΟΥΠΟΛΕΩΣ <box>836 2026 1552 2089</box>
doctor-listing: ΑΝΔΡ. Θ. ΜΑΤΘΑΙΑΝΙΔΗΣ Εἰδικὸς Νευρολόγος-Ψυχίατρος. Δέχεται καθ' ἑκάστην. Ὁδὸς Ἀγ. Σοφίας. <box>456 868 666 912</box>
